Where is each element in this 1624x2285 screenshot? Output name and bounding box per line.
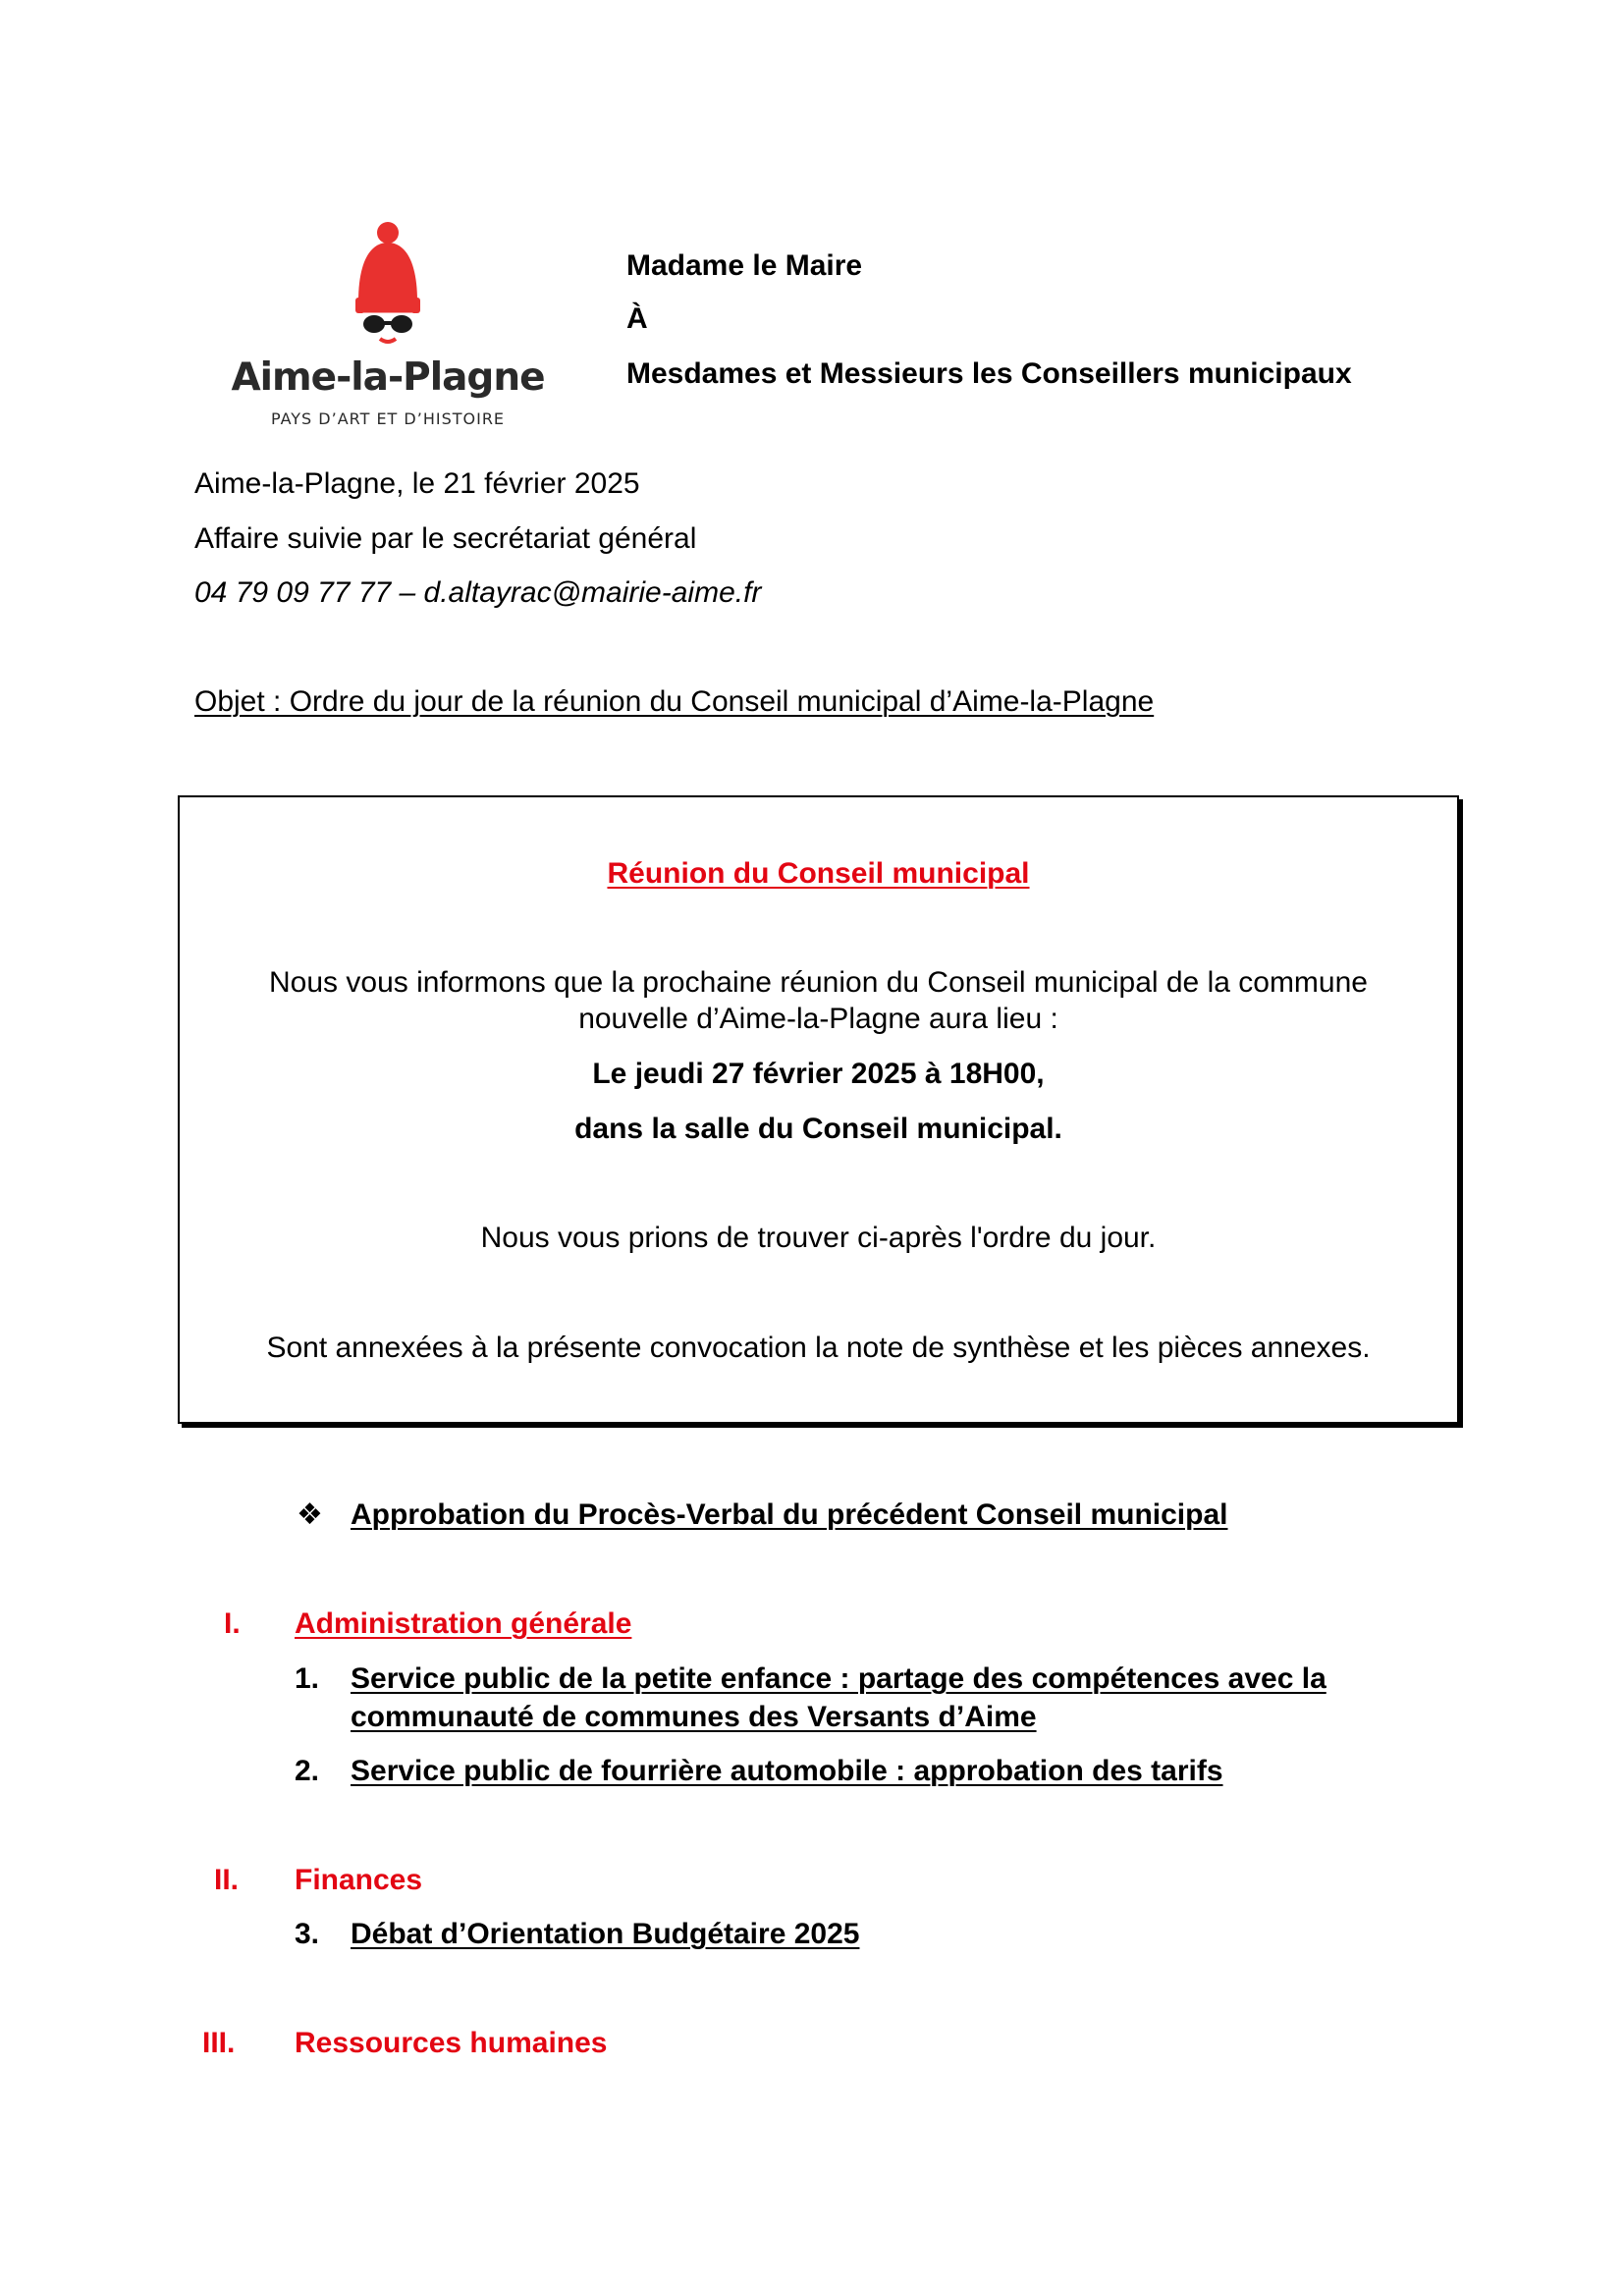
agenda-note: Nous vous prions de trouver ci-après l'ordre du jour.: [480, 1222, 1157, 1254]
agenda-item: Service public de fourrière automobile : approbation des tarifs: [351, 1755, 1223, 1787]
commune-logo: [224, 221, 552, 437]
section-title: Ressources humaines: [295, 2027, 608, 2059]
subject-line: Objet : Ordre du jour de la réunion du Conseil municipal d’Aime-la-Plagne: [194, 685, 1155, 718]
section-number: III.: [202, 2027, 236, 2059]
notice-title: Réunion du Conseil municipal: [607, 857, 1030, 890]
annex-note: Sont annexées à la présente convocation la note de synthèse et les pièces annexes.: [266, 1332, 1371, 1364]
notice-intro-line2: nouvelle d’Aime-la-Plagne aura lieu :: [578, 1003, 1058, 1035]
section-title: Administration générale: [295, 1607, 632, 1640]
recipient-councillors: Mesdames et Messieurs les Conseillers municipaux: [626, 357, 1352, 390]
contact-info: 04 79 09 77 77 – d.altayrac@mairie-aime.fr: [194, 576, 762, 609]
agenda-preliminary-item: Approbation du Procès-Verbal du précédent Conseil municipal: [351, 1498, 1228, 1531]
agenda-item-continuation: communauté de communes des Versants d’Aime: [351, 1701, 1037, 1733]
agenda-item: Débat d’Orientation Budgétaire 2025: [351, 1918, 860, 1950]
section-number: II.: [214, 1864, 240, 1896]
handled-by: Affaire suivie par le secrétariat général: [194, 522, 697, 555]
recipient-to: À: [626, 302, 648, 335]
agenda-item-number: 3.: [295, 1918, 320, 1950]
meeting-place: dans la salle du Conseil municipal.: [574, 1113, 1062, 1145]
recipient-mayor: Madame le Maire: [626, 249, 863, 282]
logo-tagline: PAYS D’ART ET D’HISTOIRE: [270, 409, 506, 428]
meeting-date: Le jeudi 27 février 2025 à 18H00,: [592, 1058, 1045, 1090]
agenda-item-number: 1.: [295, 1662, 320, 1695]
notice-intro-line1: Nous vous informons que la prochaine réunion du Conseil municipal de la commune: [269, 966, 1368, 999]
logo-name: Aime-la-Plagne: [231, 355, 545, 400]
diamond-bullet-icon: ❖: [297, 1498, 323, 1531]
hat-mascot-icon: [224, 221, 552, 358]
agenda-item-number: 2.: [295, 1755, 320, 1787]
place-date: Aime-la-Plagne, le 21 février 2025: [194, 467, 640, 500]
agenda-item: Service public de la petite enfance : partage des compétences avec la: [351, 1662, 1326, 1695]
section-number: I.: [224, 1607, 241, 1640]
section-title: Finances: [295, 1864, 423, 1896]
